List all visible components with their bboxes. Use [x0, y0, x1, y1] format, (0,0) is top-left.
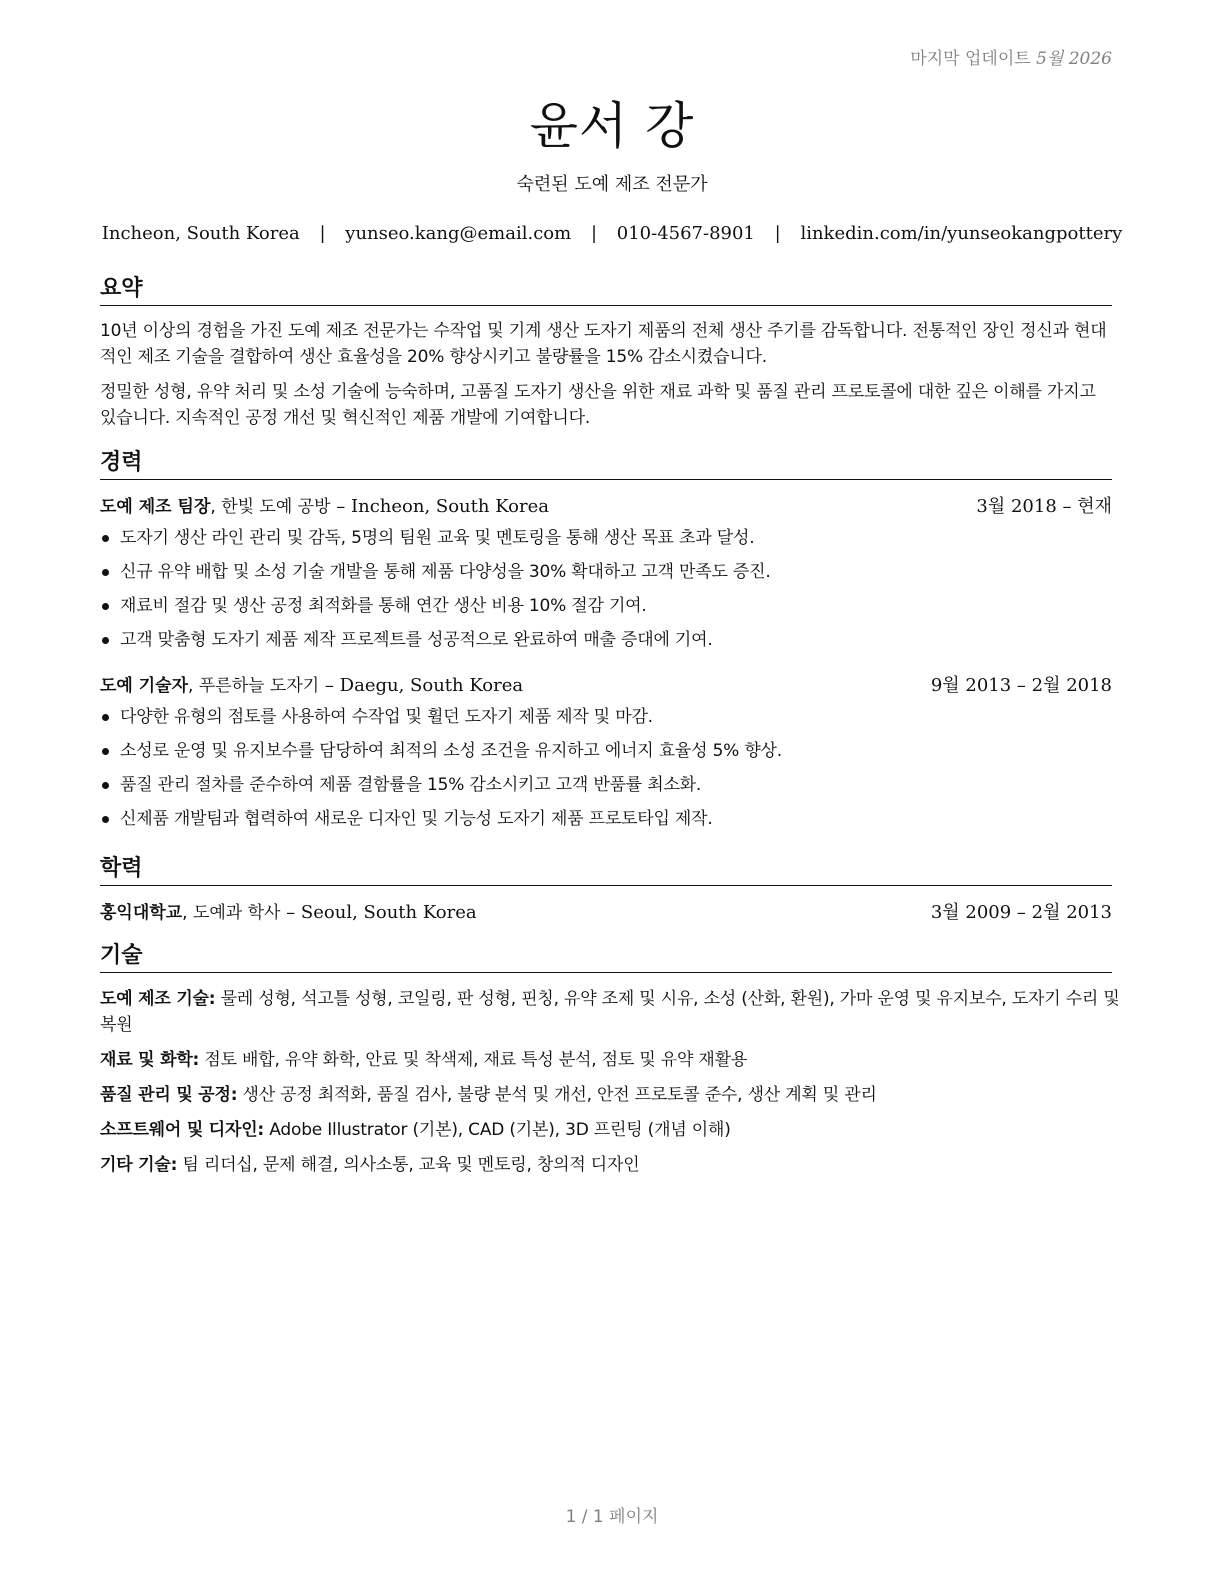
education-degree: 도예과 학사	[192, 903, 281, 923]
skill-value: 물레 성형, 석고틀 성형, 코일링, 판 성형, 핀칭, 유약 조제 및 시유, 소성 (산화, 환원), 가마 운영 및 유지보수, 도자기 수리 및 복원	[100, 989, 1120, 1035]
skill-label: 소프트웨어 및 디자인:	[100, 1120, 265, 1140]
contact-phone[interactable]: 010-4567-8901	[616, 223, 755, 244]
job-entry	[100, 494, 1112, 657]
bullet-dot-icon	[102, 816, 109, 823]
skill-label: 품질 관리 및 공정:	[100, 1085, 238, 1105]
contact-email[interactable]: yunseo.kang@email.com	[345, 223, 572, 244]
bullet-dot-icon	[102, 782, 109, 789]
contact-separator: |	[774, 223, 781, 244]
summary-section	[100, 276, 1112, 431]
experience-section	[100, 450, 1112, 836]
skill-line	[100, 1117, 1112, 1143]
education-school: 홍익대학교	[100, 903, 183, 923]
skills-title: 기술	[100, 943, 1112, 973]
list-item: 신규 유약 배합 및 소성 기술 개발을 통해 제품 다양성을 30% 확대하고 고객 만족도 증진.	[100, 555, 1112, 589]
skill-label: 재료 및 화학:	[100, 1050, 200, 1070]
bullet-dot-icon	[102, 603, 109, 610]
skill-label: 기타 기술:	[100, 1155, 178, 1175]
contact-linkedin[interactable]: linkedin.com/in/yunseokangpottery	[800, 223, 1123, 244]
last-updated-month: 5월	[1036, 49, 1064, 69]
job-role: 도예 제조 팀장	[100, 497, 211, 517]
job-org: 한빛 도예 공방	[221, 497, 331, 517]
job-role: 도예 기술자	[100, 676, 189, 696]
skills-section	[100, 943, 1120, 1178]
list-item: 도자기 생산 라인 관리 및 감독, 5명의 팀원 교육 및 멘토링을 통해 생산 목표 초과 달성.	[100, 521, 1112, 555]
skill-line	[100, 1082, 1112, 1108]
skill-label: 도예 제조 기술:	[100, 989, 216, 1009]
contact-line	[0, 223, 1224, 244]
bullet-dot-icon	[102, 748, 109, 755]
job-bullets	[100, 521, 1112, 657]
bullet-dot-icon	[102, 637, 109, 644]
contact-location: Incheon, South Korea	[101, 223, 300, 244]
skill-value: 생산 공정 최적화, 품질 검사, 불량 분석 및 개선, 안전 프로토콜 준수, 생산 계획 및 관리	[242, 1085, 877, 1105]
experience-title: 경력	[100, 450, 1112, 480]
skill-value: 점토 배합, 유약 화학, 안료 및 착색제, 재료 특성 분석, 점토 및 유약 재활용	[204, 1050, 748, 1070]
summary-title: 요약	[100, 276, 1112, 306]
job-dates: 3월 2018 – 현재	[976, 496, 1112, 517]
bullet-dot-icon	[102, 569, 109, 576]
contact-separator: |	[319, 223, 326, 244]
job-org: 푸른하늘 도자기	[198, 676, 320, 696]
job-bullets	[100, 700, 1112, 836]
list-item: 재료비 절감 및 생산 공정 최적화를 통해 연간 생산 비용 10% 절감 기여.	[100, 589, 1112, 623]
list-item: 다양한 유형의 점토를 사용하여 수작업 및 휠던 도자기 제품 제작 및 마감.	[100, 700, 1112, 734]
skill-line	[100, 1047, 1112, 1073]
job-location: Daegu, South Korea	[339, 675, 524, 696]
list-item: 신제품 개발팀과 협력하여 새로운 디자인 및 기능성 도자기 제품 프로토타입 제작.	[100, 802, 1112, 836]
bullet-dot-icon	[102, 714, 109, 721]
last-updated	[910, 44, 1112, 69]
job-entry	[100, 673, 1112, 836]
last-updated-prefix: 마지막 업데이트	[910, 49, 1031, 69]
bullet-dot-icon	[102, 535, 109, 542]
skill-line	[100, 1152, 1112, 1178]
resume-subtitle: 숙련된 도예 제조 전문가	[516, 174, 708, 195]
list-item: 소성로 운영 및 유지보수를 담당하여 최적의 소성 조건을 유지하고 에너지 효율성 5% 향상.	[100, 734, 1112, 768]
contact-separator: |	[590, 223, 598, 244]
job-header: 도예 제조 팀장, 한빛 도예 공방 – Incheon, South Korea 3월 2018 – 현재	[100, 494, 1112, 520]
last-updated-year: 2026	[1068, 49, 1112, 69]
job-location: Incheon, South Korea	[350, 496, 549, 517]
job-dates: 9월 2013 – 2월 2018	[930, 675, 1112, 696]
summary-paragraph: 정밀한 성형, 유약 처리 및 소성 기술에 능숙하며, 고품질 도자기 생산을 위한 재료 과학 및 품질 관리 프로토콜에 대한 깊은 이해를 가지고 있습니다. 지속적인 공정 개선 및 혁신적인 제품 개발에 기여합니다.	[100, 382, 1096, 428]
skill-value: Adobe Illustrator (기본), CAD (기본), 3D 프린팅 (개념 이해)	[269, 1120, 731, 1140]
job-header: 도예 기술자, 푸른하늘 도자기 – Daegu, South Korea 9월 2013 – 2월 2018	[100, 673, 1112, 699]
education-location: Seoul, South Korea	[300, 902, 477, 923]
list-item: 고객 맞춤형 도자기 제품 제작 프로젝트를 성공적으로 완료하여 매출 증대에 기여.	[100, 623, 1112, 657]
summary-paragraph: 10년 이상의 경험을 가진 도예 제조 전문가는 수작업 및 기계 생산 도자기 제품의 전체 생산 주기를 감독합니다. 전통적인 장인 정신과 현대적인 제조 기술을 결합하여 생산 효율성을 20% 향상시키고 불량률을 15% 감소시켰습니다.	[100, 321, 1107, 367]
skill-line	[100, 986, 1120, 1038]
education-section	[100, 856, 1112, 926]
education-title: 학력	[100, 856, 1112, 886]
skill-value: 팀 리더십, 문제 해결, 의사소통, 교육 및 멘토링, 창의적 디자인	[182, 1155, 640, 1175]
list-item: 품질 관리 절차를 준수하여 제품 결함률을 15% 감소시키고 고객 반품률 최소화.	[100, 768, 1112, 802]
education-entry: 홍익대학교, 도예과 학사 – Seoul, South Korea 3월 2009 – 2월 2013	[100, 900, 1112, 926]
education-dates: 3월 2009 – 2월 2013	[930, 902, 1112, 923]
resume-name: 윤서 강	[529, 97, 695, 155]
page-number: 1 / 1 페이지	[565, 1507, 659, 1527]
